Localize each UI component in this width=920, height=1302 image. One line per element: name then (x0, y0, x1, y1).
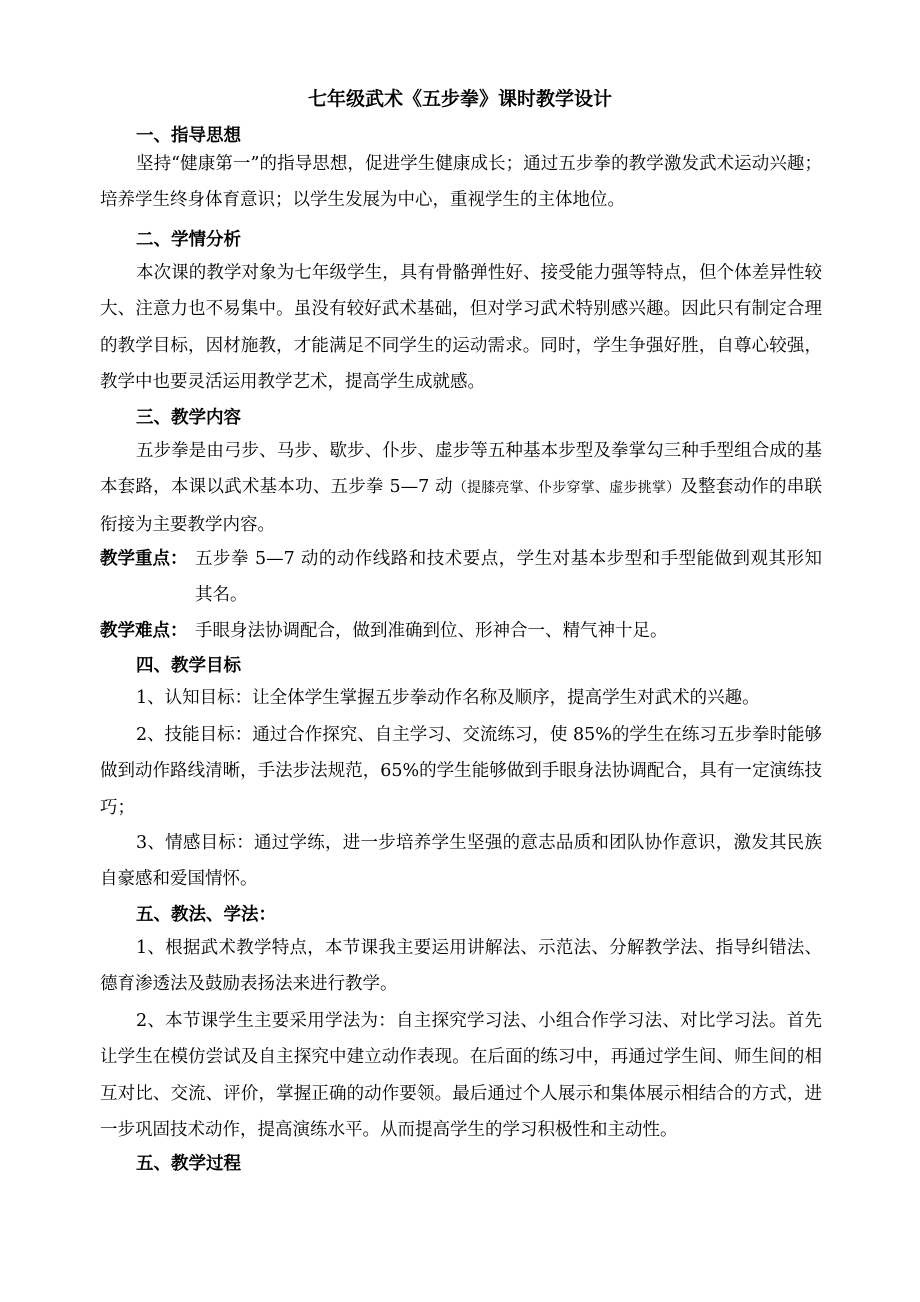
section-heading-student-analysis: 二、学情分析 (136, 230, 241, 250)
goal-cognitive: 1、认知目标：让全体学生掌握五步拳动作名称及顺序，提高学生对武术的兴趣。 (136, 688, 760, 708)
method-item-1: 1、根据武术教学特点，本节课我主要运用讲解法、示范法、分解教学法、指导纠错法、德育渗透法及鼓励表扬法来进行教学。 (100, 938, 822, 995)
goal-emotional: 3、情感目标：通过学练，进一步培养学生坚强的意志品质和团队协作意识，激发其民族自豪感和爱国情怀。 (100, 833, 822, 890)
difficulty-label: 教学难点： (100, 621, 188, 641)
section-heading-guiding-ideology: 一、指导思想 (136, 126, 241, 146)
section-heading-teaching-process: 五、教学过程 (136, 1154, 241, 1174)
paragraph-teaching-content (100, 433, 822, 543)
teaching-content-note: （提膝亮掌、仆步穿掌、虚步挑掌） (452, 480, 681, 497)
document-title: 七年级武术《五步拳》课时教学设计 (307, 88, 612, 110)
teaching-content-tail: 及整套动作的串联衔接为主要教学内容。 (100, 477, 822, 535)
key-point (100, 541, 822, 614)
key-point-text: 五步拳 5—7 动的动作线路和技术要点，学生对基本步型和手型能做到观其形知其名。 (195, 549, 822, 606)
key-point-label: 教学重点： (100, 549, 188, 569)
method-item-2: 2、本节课学生主要采用学法为：自主探究学习法、小组合作学习法、对比学习法。首先让学生在模仿尝试及自主探究中建立动作表现。在后面的练习中，再通过学生间、师生间的相互对比、交流、评价，掌握正确的动作要领。最后通过个人展示和集体展示相结合的方式，进一步巩固技术动作，提高演练水平。从而提高学生的学习积极性和主动性。 (100, 1011, 822, 1141)
difficulty-text: 手眼身法协调配合，做到准确到位、形神合一、精气神十足。 (195, 621, 668, 641)
goal-skill: 2、技能目标：通过合作探究、自主学习、交流练习，使 85%的学生在练习五步拳时能够做到动作路线清晰，手法步法规范，65%的学生能够做到手眼身法协调配合，具有一定演练技巧； (100, 725, 822, 818)
section-heading-teaching-goals: 四、教学目标 (136, 656, 241, 676)
paragraph-student-analysis: 本次课的教学对象为七年级学生，具有骨骼弹性好、接受能力强等特点，但个体差异性较大、注意力也不易集中。虽没有较好武术基础，但对学习武术特别感兴趣。因此只有制定合理的教学目标，因材施教，才能满足不同学生的运动需求。同时，学生争强好胜，自尊心较强，教学中也要灵活运用教学艺术，提高学生成就感。 (100, 263, 822, 393)
paragraph-guiding-ideology: 坚持“健康第一”的指导思想，促进学生健康成长；通过五步拳的教学激发武术运动兴趣；培养学生终身体育意识；以学生发展为中心，重视学生的主体地位。 (100, 154, 822, 211)
section-heading-methods: 五、教法、学法： (136, 905, 276, 925)
teaching-content-main: 五步拳是由弓步、马步、歇步、仆步、虚步等五种基本步型及拳掌勾三种手型组合成的基本套路，本课以武术基本功、五步拳 5—7 动 (100, 441, 822, 498)
section-heading-teaching-content: 三、教学内容 (136, 408, 241, 428)
difficulty-point (100, 613, 822, 649)
